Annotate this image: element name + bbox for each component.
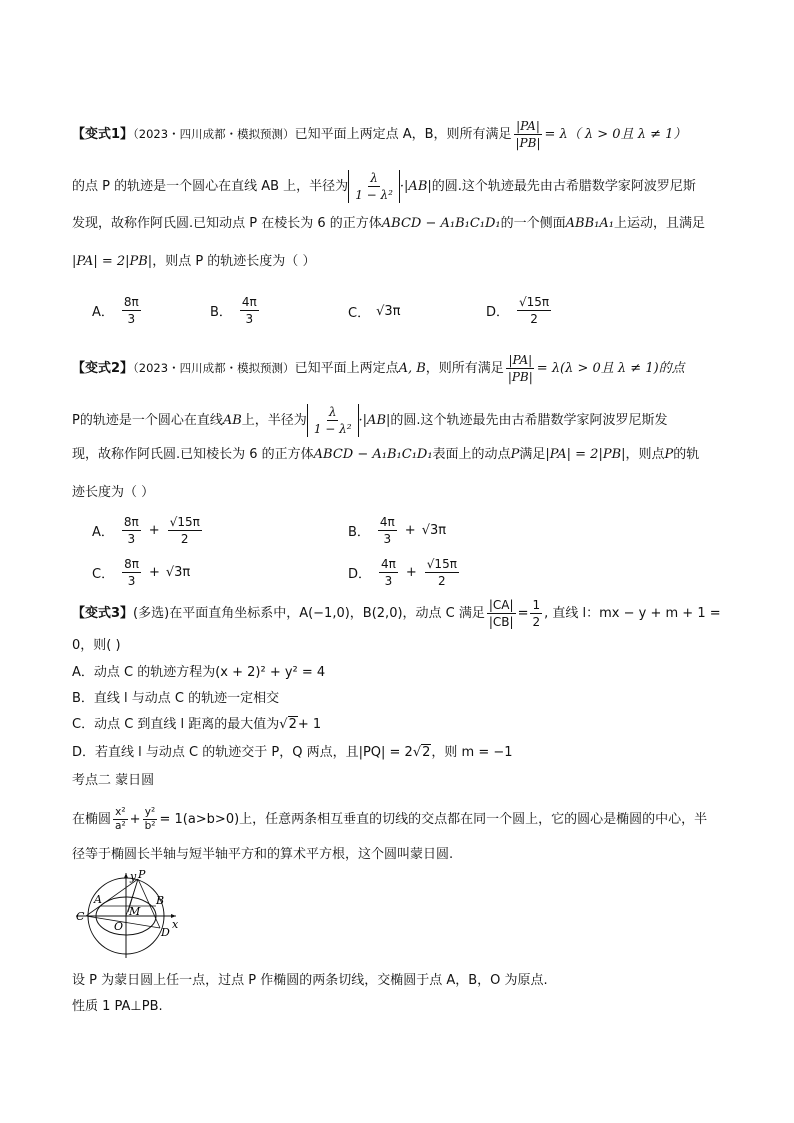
option-label: A．	[92, 525, 114, 540]
variant1-text: 已知平面上两定点 A，B，则所有满足	[294, 127, 512, 142]
text-segment: 现，故称作阿氏圆.已知棱长为 6 的正方体	[72, 447, 314, 462]
variant1-line1	[72, 118, 686, 151]
option-label: C．	[348, 306, 371, 321]
y-fraction: $\frac{\text{y²}}{\text{b²}}$	[144, 806, 156, 832]
v1-option-b[interactable]	[210, 294, 261, 327]
distance-condition: |PA| = 2|PB|	[72, 254, 153, 269]
text-segment: 上，半径为	[241, 413, 307, 428]
variant2-line3	[72, 446, 699, 464]
option-fraction: $\frac{8\pi}{3}$	[123, 295, 139, 326]
label-m: M	[129, 905, 141, 918]
plus-sign: +	[148, 523, 160, 538]
text-segment: 的轨	[673, 447, 700, 462]
face-name: ABB₁A₁	[565, 216, 614, 231]
text-segment: = 1(a>b>0)上，任意两条相互垂直的切线的交点都在同一个圆上，它的圆心是椭圆的中心，半	[159, 812, 708, 827]
text-segment: 发现，故称作阿氏圆.已知动点 P 在棱长为 6 的正方体	[72, 216, 382, 231]
point-p: P	[664, 447, 674, 462]
option-value: √3π	[421, 523, 447, 538]
radius-num: λ	[370, 171, 378, 185]
v1-option-a[interactable]	[92, 294, 143, 327]
sqrt-symbol: √	[279, 717, 288, 732]
option-text: D．若直线 l 与动点 C 的轨迹交于 P，Q 两点，且|PQ| = 2	[72, 745, 413, 760]
option-label: D．	[486, 305, 510, 320]
option-value: √3π	[376, 304, 401, 319]
label-a: A	[94, 893, 102, 906]
text-segment: 0，则( )	[72, 638, 121, 653]
text-segment: 的圆.这个轨迹最先由古希腊数学家阿波罗尼斯	[431, 179, 696, 194]
variant2-source: （2023・四川成都・模拟预测）	[133, 361, 295, 375]
variant3-line2	[72, 637, 121, 655]
v2-option-d[interactable]	[348, 556, 461, 589]
label-p: P	[138, 870, 146, 881]
variant2-line2	[72, 404, 668, 437]
v2-option-a[interactable]	[92, 514, 204, 547]
variant1-tag: 【变式1】	[72, 127, 134, 142]
option-label: B．	[210, 305, 232, 320]
text-segment: 径等于椭圆长半轴与短半轴平方和的算术平方根，这个圆叫蒙日圆.	[72, 847, 454, 862]
option-label: A．	[92, 305, 114, 320]
cube-name: ABCD − A₁B₁C₁D₁	[313, 447, 433, 462]
text-segment: ，则所有满足	[425, 361, 504, 376]
equals-sign: =	[517, 606, 529, 621]
sqrt-radicand: 2	[288, 717, 297, 732]
text-segment: ，则点	[625, 447, 665, 462]
text-segment: 的圆.这个轨迹最先由古希腊数学家阿波罗尼斯发	[390, 413, 668, 428]
half-fraction: $\frac{1}{2}$	[532, 598, 541, 629]
variant2-tag: 【变式2】	[72, 361, 134, 376]
x-fraction: $\frac{\text{x²}}{\text{a²}}$	[115, 806, 126, 832]
cube-name: ABCD − A₁B₁C₁D₁	[381, 216, 501, 231]
line-ab: AB	[222, 413, 242, 428]
point-p: P	[510, 447, 520, 462]
variant2-line4	[72, 484, 154, 502]
v3-option-c[interactable]	[72, 716, 321, 734]
text-segment: 的点 P 的轨迹是一个圆心在直线 AB 上，半径为	[72, 179, 349, 194]
label-o: O	[114, 920, 124, 933]
option-text: B．直线 l 与动点 C 的轨迹一定相交	[72, 691, 280, 706]
variant3-tag: 【变式3】	[72, 606, 134, 621]
option-fraction: $\frac{√15\pi}{2}$	[519, 295, 550, 326]
label-b: B	[156, 894, 165, 907]
text-segment: 的一个侧面	[500, 216, 566, 231]
v3-option-b[interactable]	[72, 690, 279, 708]
text-segment: 已知平面上两定点	[294, 361, 399, 376]
label-d: D	[161, 926, 170, 939]
plus-sign: +	[404, 523, 416, 538]
sqrt-symbol: √	[412, 745, 422, 760]
v1-option-c[interactable]	[348, 302, 400, 321]
v2-option-c[interactable]	[92, 556, 190, 589]
option-fraction: $\frac{4\pi}{3}$	[379, 515, 395, 546]
variant2-line1	[72, 352, 685, 385]
variant1-line4	[72, 253, 315, 271]
text-segment: (多选)在平面直角坐标系中，A(−1,0)，B(2,0)，动点 C 满足	[133, 606, 485, 621]
option-text: C．动点 C 到直线 l 距离的最大值为	[72, 717, 280, 732]
text-segment: 上运动，且满足	[613, 216, 705, 231]
section-title-text: 考点二 蒙日圆	[72, 773, 155, 788]
text-segment: 满足	[519, 447, 546, 462]
option-value: √3π	[165, 565, 191, 580]
text-segment: 迹长度为（ ）	[72, 485, 155, 500]
section-para1	[72, 806, 707, 833]
option-label: C．	[92, 567, 115, 582]
v3-option-a[interactable]	[72, 664, 325, 682]
v3-option-d[interactable]	[72, 744, 513, 762]
section-para3	[72, 972, 548, 990]
radius-abs: $\frac{\lambda}{\text{1 − λ²}}$	[307, 404, 359, 437]
variant1-line3	[72, 215, 705, 233]
v1-option-d[interactable]	[486, 294, 553, 327]
text-segment: , 直线 l：mx − y + m + 1 =	[544, 606, 721, 621]
section-title	[72, 772, 154, 790]
text-segment: ，则点 P 的轨迹长度为（ ）	[152, 254, 316, 269]
section-para2	[72, 846, 453, 864]
monge-circle-figure	[72, 870, 182, 960]
label-c: C	[76, 910, 85, 923]
lambda-condition: = λ（ λ > 0且 λ ≠ 1）	[544, 127, 687, 142]
option-label: B．	[348, 525, 370, 540]
variant1-line2	[72, 170, 696, 203]
option-label: D．	[348, 567, 372, 582]
option-fraction: $\frac{8\pi}{3}$	[123, 515, 139, 546]
text-segment: 表面上的动点	[432, 447, 511, 462]
text-segment: 性质 1 PA⊥PB.	[72, 999, 163, 1014]
radius-abs	[348, 170, 400, 203]
ratio-fraction: $\frac{|CA|}{|CB|}$	[488, 598, 514, 629]
option-fraction: $\frac{4\pi}{3}$	[381, 557, 396, 588]
label-x: x	[172, 918, 179, 931]
distance-condition: |PA| = 2|PB|	[545, 447, 626, 462]
plus-sign: +	[129, 812, 141, 827]
option-fraction: $\frac{√15\pi}{2}$	[426, 557, 457, 588]
option-fraction: $\frac{4\pi}{3}$	[241, 295, 257, 326]
lambda-condition: = λ(λ > 0且 λ ≠ 1)的点	[536, 361, 685, 376]
plus-sign: +	[405, 565, 417, 580]
variant3-line1	[72, 597, 721, 630]
text-segment: 设 P 为蒙日圆上任一点，过点 P 作椭圆的两条切线，交椭圆于点 A，B，O 为原点.	[72, 973, 548, 988]
text-segment: P的轨迹是一个圆心在直线	[72, 413, 223, 428]
v2-option-b[interactable]	[348, 514, 446, 547]
radius-den: 1 − λ²	[355, 188, 393, 202]
ab-length: ·|AB|	[399, 179, 432, 194]
option-fraction: $\frac{8\pi}{3}$	[124, 557, 139, 588]
ratio-fraction: $\frac{|PA|}{|PB|}$	[515, 119, 541, 150]
option-text: + 1	[297, 717, 322, 732]
points: A, B	[398, 361, 426, 376]
section-para4	[72, 998, 163, 1016]
ab-length: ·|AB|	[358, 413, 391, 428]
sqrt-radicand: 2	[422, 745, 431, 760]
option-text: A．动点 C 的轨迹方程为(x + 2)² + y² = 4	[72, 665, 326, 680]
text-segment: 在椭圆	[72, 812, 112, 827]
variant1-source: （2023・四川成都・模拟预测）	[133, 127, 295, 141]
option-fraction: $\frac{√15\pi}{2}$	[169, 515, 200, 546]
label-y: y	[130, 870, 137, 883]
plus-sign: +	[148, 565, 160, 580]
ratio-fraction: $\frac{|PA|}{|PB|}$	[507, 353, 533, 384]
option-text: ，则 m = −1	[431, 745, 513, 760]
